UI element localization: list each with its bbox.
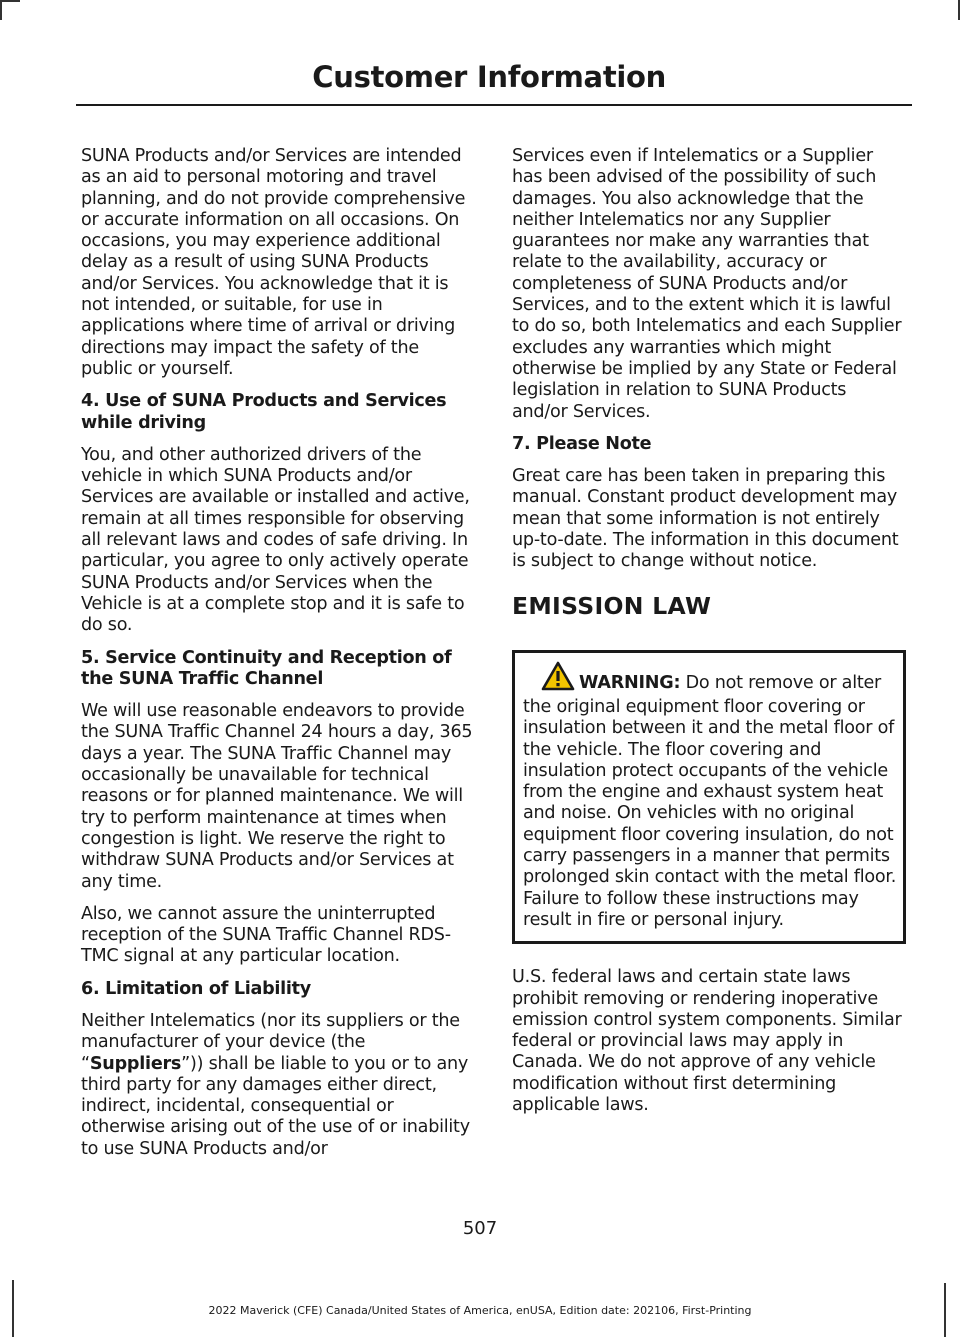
left-column — [81, 146, 475, 1171]
warning-text: Do not remove or alter the original equipment floor covering or insulation between it and the metal floor of the vehicle. The floor covering and insulation protect occupants of the vehicle from the engine and exhaust system heat and noise. On vehicles with no original equipment floor covering insulation, do not carry passengers in a manner that permits prolonged skin contact with the metal floor. Failure to follow these instructions may result in fire or personal injury. — [523, 672, 897, 930]
suppliers-term: Suppliers — [89, 1053, 182, 1074]
page-number: 507 — [462, 1218, 498, 1239]
footer-edition-info: 2022 Maverick (CFE) Canada/United States of America, enUSA, Edition date: 202106, First-Printing — [208, 1304, 752, 1317]
liability-text-end: ”)) shall be liable to you or to any third party for any damages either direct, indirect, incidental, consequential or otherwise arising out of the use of or inability to use SUNA Products and/or — [81, 1053, 470, 1159]
right-column — [512, 146, 906, 1127]
paragraph-reasonable-endeavors: We will use reasonable endeavors to provide the SUNA Traffic Channel 24 hours a day, 365 days a year. The SUNA Traffic Channel may occasionally be unavailable for technical reasons or for planned maintenance. We will try to perform maintenance at times when congestion is light. We reserve the right to withdraw SUNA Products and/or Services at any time. — [81, 701, 473, 892]
paragraph-authorized-drivers: You, and other authorized drivers of the vehicle in which SUNA Products and/or Services are available or installed and active, remain at all times responsible for observing all relevant laws and codes of safe driving. In particular, you agree to only actively operate SUNA Products and/or Services when the Vehicle is at a complete stop and it is safe to do so. — [81, 444, 470, 636]
header-rule — [76, 104, 912, 106]
section-title-emission-law: EMISSION LAW — [512, 591, 712, 620]
paragraph-liability-continued: Services even if Intelematics or a Supplier has been advised of the possibility of such damages. You also acknowledge that the neither Intelematics nor any Supplier guarantees nor make any warranties that relate to the availability, accuracy or completeness of SUNA Products and/or Services, and to the extent which it is lawful to do so, both Intelematics and each Supplier excludes any warranties which might otherwise be implied by any State or Federal legislation in relation to SUNA Products and/or Services. — [512, 146, 902, 422]
paragraph-reception: Also, we cannot assure the uninterrupted reception of the SUNA Traffic Channel RDS-TMC signal at any particular location. — [81, 903, 451, 967]
heading-use-while-driving: 4. Use of SUNA Products and Services while driving — [81, 391, 447, 433]
paragraph-emission-laws: U.S. federal laws and certain state laws prohibit removing or rendering inoperative emission control system components. Similar federal or provincial laws may apply in Canada. We do not approve of any vehicle modification without first determining applicable laws. — [512, 967, 902, 1115]
warning-box — [512, 650, 906, 945]
heading-service-continuity: 5. Service Continuity and Reception of the SUNA Traffic Channel — [81, 647, 452, 689]
crop-mark-top-left-h — [0, 0, 20, 2]
warning-label: WARNING: — [579, 672, 681, 693]
heading-please-note: 7. Please Note — [512, 433, 652, 454]
paragraph-please-note: Great care has been taken in preparing this manual. Constant product development may mean that some information is not entirely up-to-date. The information in this document is subject to change without notice. — [512, 466, 899, 572]
paragraph-liability — [81, 1011, 475, 1160]
heading-limitation-of-liability: 6. Limitation of Liability — [81, 978, 311, 999]
paragraph-suna-aid: SUNA Products and/or Services are intended as an aid to personal motoring and travel planning, and do not provide comprehensive or accurate information on all occasions. On occasions, you may experience additional delay as a result of using SUNA Products and/or Services. You acknowledge that it is not intended, or suitable, for use in applications where time of arrival or driving directions may impact the safety of the public or yourself. — [81, 146, 466, 379]
liability-text-start: Neither Intelematics (nor its suppliers or the manufacturer of your device (the “ — [81, 1010, 460, 1074]
page-header-title: Customer Information — [312, 60, 666, 94]
warning-triangle-icon — [541, 661, 575, 697]
crop-mark-top-left — [0, 0, 2, 20]
